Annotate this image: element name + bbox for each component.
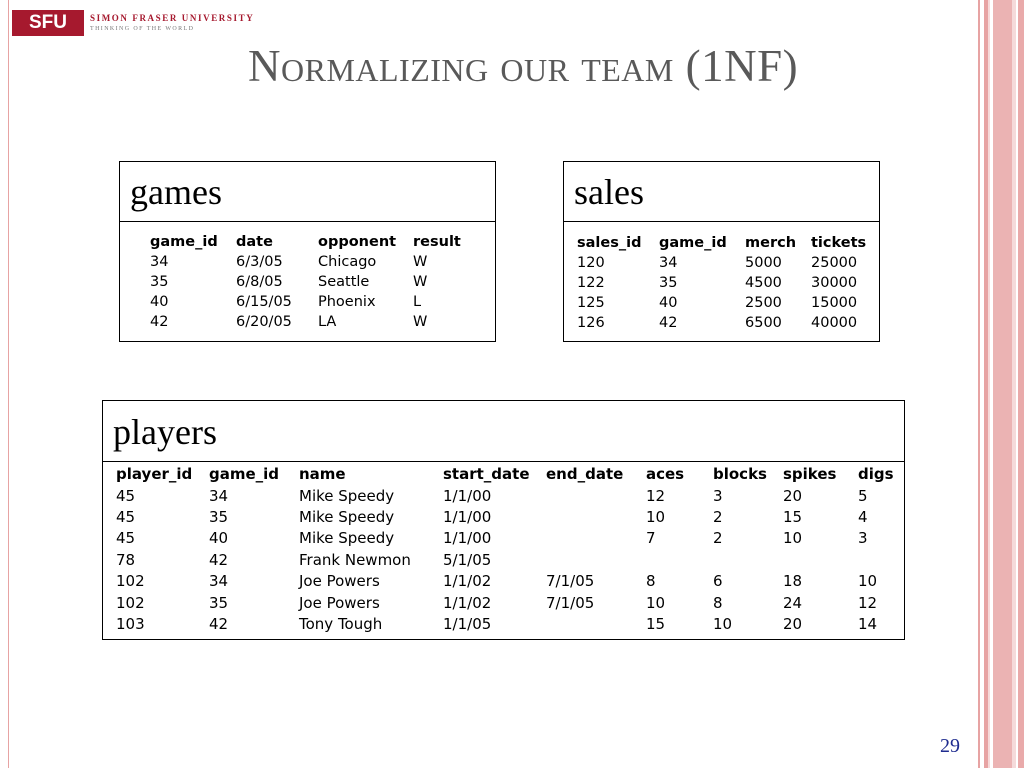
table-row (577, 293, 877, 313)
table-cell: 42 (150, 314, 169, 330)
table-row (116, 528, 903, 549)
table-cell: 34 (659, 255, 678, 271)
table-cell: 10 (783, 529, 803, 548)
table-cell: 1/1/02 (443, 593, 492, 612)
table-cell: 125 (577, 295, 605, 311)
table-cell: 103 (116, 615, 145, 634)
table-cell: 2 (713, 529, 723, 548)
table-row (577, 313, 877, 333)
column-header-sales-id: sales_id (577, 234, 642, 251)
table-cell: 10 (646, 508, 666, 527)
table-cell: 45 (116, 508, 136, 527)
table-cell: 40 (659, 295, 678, 311)
table-cell: 6/3/05 (236, 254, 283, 270)
column-header-merch: merch (745, 234, 797, 251)
table-cell: 15 (646, 615, 666, 634)
table-cell: 4500 (745, 275, 782, 291)
games-table (150, 231, 473, 332)
table-row (116, 485, 903, 506)
table-cell: 42 (209, 550, 229, 569)
table-row (116, 592, 903, 613)
page-number: 29 (940, 735, 960, 757)
table-cell: 1/1/02 (443, 572, 492, 591)
table-cell: 2500 (745, 295, 782, 311)
table-row (577, 273, 877, 293)
table-row (150, 272, 473, 292)
players-table-name: players (103, 401, 904, 462)
table-cell (546, 549, 646, 570)
table-cell: LA (318, 314, 337, 330)
table-cell: 12 (646, 486, 666, 505)
column-header-player-id: player_id (116, 465, 193, 483)
table-cell: 1/1/05 (443, 615, 492, 634)
table-row (150, 312, 473, 332)
table-cell: 126 (577, 315, 605, 331)
right-decor-stripe (988, 0, 990, 768)
column-header-aces: aces (646, 465, 685, 483)
table-cell: 45 (116, 529, 136, 548)
players-table-box (102, 400, 905, 640)
table-cell: 102 (116, 593, 145, 612)
table-cell: 120 (577, 255, 605, 271)
table-cell: 12 (858, 593, 878, 612)
table-cell: 1/1/00 (443, 529, 492, 548)
right-decor-stripe (993, 0, 1012, 768)
logo-name: SIMON FRASER UNIVERSITY (90, 12, 255, 23)
table-cell: W (413, 254, 428, 270)
table-cell: 5 (858, 486, 868, 505)
table-cell: 1/1/00 (443, 486, 492, 505)
column-header-blocks: blocks (713, 465, 767, 483)
table-cell: 78 (116, 550, 136, 569)
column-header-digs: digs (858, 465, 894, 483)
table-cell: Phoenix (318, 294, 376, 310)
table-cell: 35 (659, 275, 678, 291)
table-row (150, 292, 473, 312)
table-cell (713, 549, 783, 570)
column-header-date: date (236, 233, 273, 250)
table-cell: L (413, 294, 422, 310)
table-cell: Mike Speedy (299, 486, 395, 505)
table-cell: 5000 (745, 255, 782, 271)
table-cell: 6/8/05 (236, 274, 283, 290)
logo-tagline: THINKING OF THE WORLD (90, 25, 195, 32)
table-cell: 18 (783, 572, 803, 591)
table-cell: 40 (150, 294, 169, 310)
table-cell: 7 (646, 529, 656, 548)
table-cell: 15 (783, 508, 803, 527)
table-cell: 102 (116, 572, 145, 591)
table-cell: 35 (209, 508, 229, 527)
table-cell: W (413, 314, 428, 330)
table-cell: 10 (713, 615, 733, 634)
games-table-box (119, 161, 496, 342)
table-cell (546, 506, 646, 527)
table-cell (546, 485, 646, 506)
table-cell: Seattle (318, 274, 370, 290)
column-header-result: result (413, 233, 461, 250)
table-cell: 42 (659, 315, 678, 331)
table-cell (646, 549, 713, 570)
table-cell: 34 (150, 254, 169, 270)
logo-abbrev: SFU (12, 10, 84, 36)
left-border-line (8, 0, 9, 768)
right-decor-stripe (1018, 0, 1024, 768)
table-cell: 35 (209, 593, 229, 612)
column-header-end-date: end_date (546, 465, 624, 483)
column-header-game-id: game_id (209, 465, 280, 483)
logo-wordmark (90, 14, 254, 32)
table-cell: 6500 (745, 315, 782, 331)
table-row (116, 506, 903, 527)
table-cell: 20 (783, 615, 803, 634)
table-cell: 7/1/05 (546, 593, 595, 612)
table-header-row (577, 232, 877, 253)
right-decor-stripe (1012, 0, 1016, 768)
table-row (577, 253, 877, 273)
table-row (116, 571, 903, 592)
column-header-start-date: start_date (443, 465, 530, 483)
table-cell: 15000 (811, 295, 858, 311)
table-cell: 35 (150, 274, 169, 290)
table-cell: Tony Tough (299, 615, 383, 634)
table-cell: Joe Powers (299, 593, 380, 612)
table-cell: 5/1/05 (443, 550, 492, 569)
table-cell: 24 (783, 593, 803, 612)
table-row (116, 613, 903, 634)
table-cell: 42 (209, 615, 229, 634)
table-cell: 6/15/05 (236, 294, 292, 310)
table-cell: 20 (783, 486, 803, 505)
table-cell: Chicago (318, 254, 377, 270)
table-cell: 1/1/00 (443, 508, 492, 527)
table-row (116, 549, 903, 570)
table-row (150, 252, 473, 272)
column-header-opponent: opponent (318, 233, 397, 250)
table-cell: 6 (713, 572, 723, 591)
table-cell: 122 (577, 275, 605, 291)
sales-table (577, 232, 877, 333)
column-header-name: name (299, 465, 346, 483)
table-cell: 3 (858, 529, 868, 548)
table-cell: Mike Speedy (299, 508, 395, 527)
sales-table-box (563, 161, 880, 342)
table-cell: 45 (116, 486, 136, 505)
table-cell: 8 (713, 593, 723, 612)
sales-table-name: sales (564, 162, 879, 222)
table-cell (546, 613, 646, 634)
table-cell: 34 (209, 486, 229, 505)
table-cell: 34 (209, 572, 229, 591)
table-cell: 10 (646, 593, 666, 612)
university-logo (12, 10, 254, 36)
slide-title: Normalizing our team (1NF) (248, 41, 799, 91)
table-cell: 7/1/05 (546, 572, 595, 591)
table-header-row (150, 231, 473, 252)
table-cell (546, 528, 646, 549)
table-cell: 30000 (811, 275, 858, 291)
table-cell: 4 (858, 508, 868, 527)
table-cell: 3 (713, 486, 723, 505)
games-table-name: games (120, 162, 495, 222)
column-header-tickets: tickets (811, 234, 867, 251)
table-cell: Frank Newmon (299, 550, 411, 569)
column-header-game-id: game_id (659, 234, 727, 251)
players-table (116, 463, 903, 635)
table-cell: Joe Powers (299, 572, 380, 591)
table-cell: 25000 (811, 255, 858, 271)
table-cell: 14 (858, 615, 878, 634)
column-header-spikes: spikes (783, 465, 837, 483)
table-cell: 6/20/05 (236, 314, 292, 330)
table-cell: Mike Speedy (299, 529, 395, 548)
table-cell: W (413, 274, 428, 290)
right-decor-stripe (978, 0, 980, 768)
table-cell: 40000 (811, 315, 858, 331)
table-cell: 40 (209, 529, 229, 548)
table-cell (858, 549, 903, 570)
table-cell (783, 549, 858, 570)
table-header-row (116, 463, 903, 485)
table-cell: 2 (713, 508, 723, 527)
table-cell: 8 (646, 572, 656, 591)
column-header-game-id: game_id (150, 233, 218, 250)
table-cell: 10 (858, 572, 878, 591)
